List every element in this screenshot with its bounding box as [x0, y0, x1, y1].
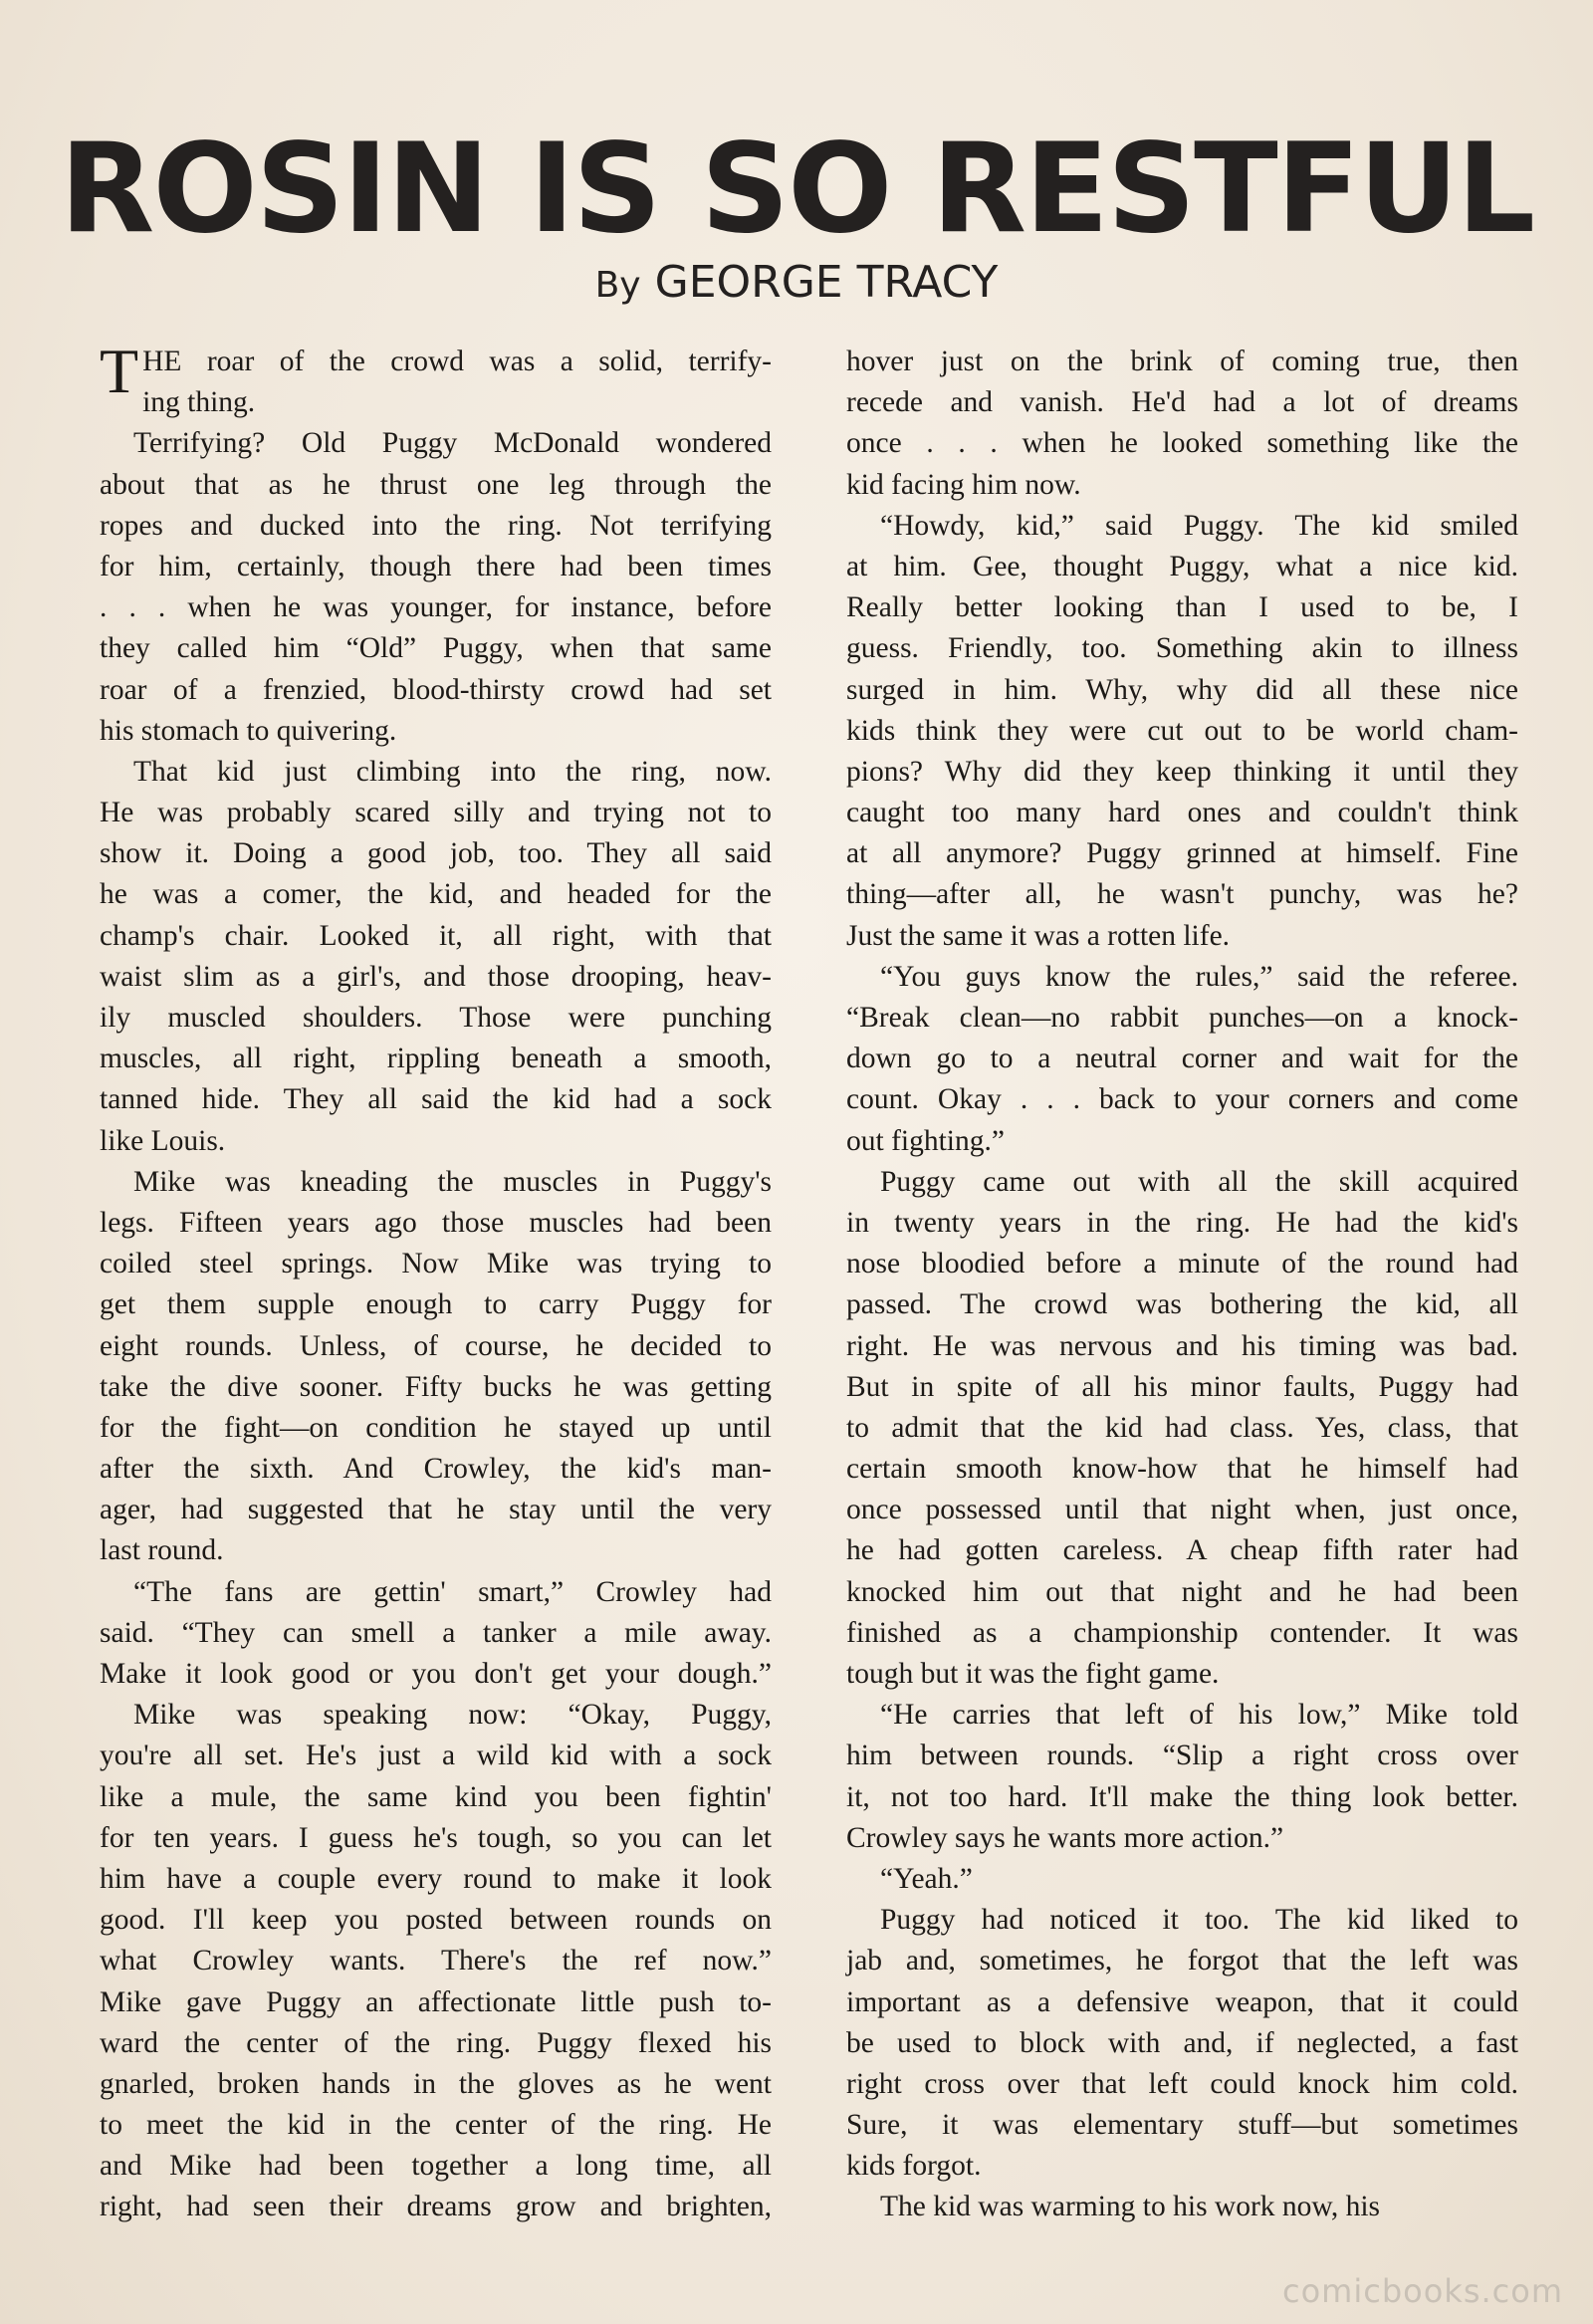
text-line: get them supple enough to carry Puggy for: [100, 1288, 772, 1321]
text-line: thing—after all, he wasn't punchy, was he?: [846, 878, 1518, 911]
text-line: right cross over that left could knock him cold.: [846, 2067, 1518, 2100]
text-line: Mike was kneading the muscles in Puggy's: [133, 1165, 772, 1198]
text-line: it, not too hard. It'll make the thing look better.: [846, 1780, 1518, 1813]
byline: [0, 257, 1593, 308]
text-line: once possessed until that night when, just once,: [846, 1494, 1518, 1526]
text-line: eight rounds. Unless, of course, he decided to: [100, 1329, 772, 1362]
text-line: . . . when he was younger, for instance, before: [100, 591, 772, 624]
left-column-lines: [100, 423, 772, 2227]
text-line: Mike gave Puggy an affectionate little push to-: [100, 1985, 772, 2018]
text-line: But in spite of all his minor faults, Puggy had: [846, 1370, 1518, 1403]
right-column-lines: [846, 342, 1518, 2228]
text-line: to admit that the kid had class. Yes, class, that: [846, 1411, 1518, 1444]
text-line: and Mike had been together a long time, all: [100, 2150, 772, 2183]
text-line: right. He was nervous and his timing was bad.: [846, 1329, 1518, 1362]
text-line: Sure, it was elementary stuff—but sometimes: [846, 2109, 1518, 2142]
text-line: gnarled, broken hands in the gloves as he went: [100, 2067, 772, 2100]
text-line: ward the center of the ring. Puggy flexed his: [100, 2026, 772, 2059]
text-line: muscles, all right, rippling beneath a smooth,: [100, 1043, 772, 1075]
text-line: finished as a championship contender. It was: [846, 1616, 1518, 1649]
text-line: passed. The crowd was bothering the kid, all: [846, 1288, 1518, 1321]
text-line: you're all set. He's just a wild kid with a sock: [100, 1740, 772, 1772]
text-line: Puggy came out with all the skill acquired: [880, 1165, 1518, 1198]
byline-author: GEORGE TRACY: [654, 257, 999, 308]
text-line: count. Okay . . . back to your corners and come: [846, 1083, 1518, 1116]
text-line: “The fans are gettin' smart,” Crowley had: [133, 1575, 772, 1608]
text-line: like a mule, the same kind you been fightin': [100, 1780, 772, 1813]
text-line: take the dive sooner. Fifty bucks he was getting: [100, 1370, 772, 1403]
text-line: important as a defensive weapon, that it could: [846, 1985, 1518, 2018]
story-title: ROSIN IS SO RESTFUL: [59, 117, 1534, 261]
opening-paragraph-start: [100, 336, 772, 423]
text-column-left: [100, 336, 772, 2228]
text-line: roar of a frenzied, blood-thirsty crowd had set: [100, 673, 772, 706]
text-line: hover just on the brink of coming true, then: [846, 346, 1518, 377]
text-line: pions? Why did they keep thinking it until they: [846, 755, 1518, 788]
text-line: ing thing.: [142, 386, 256, 419]
text-line: guess. Friendly, too. Something akin to illness: [846, 632, 1518, 665]
text-line: Puggy had noticed it too. The kid liked to: [880, 1904, 1518, 1937]
text-line: at him. Gee, thought Puggy, what a nice kid.: [846, 550, 1518, 582]
text-line: coiled steel springs. Now Mike was trying to: [100, 1248, 772, 1280]
watermark: comicbooks.com: [1281, 2272, 1563, 2310]
text-line: to meet the kid in the center of the ring. He: [100, 2109, 772, 2142]
text-line: knocked him out that night and he had been: [846, 1575, 1518, 1608]
text-line: they called him “Old” Puggy, when that same: [100, 632, 772, 665]
text-line: kid facing him now.: [846, 468, 1081, 501]
text-line: jab and, sometimes, he forgot that the left was: [846, 1945, 1518, 1977]
text-line: said. “They can smell a tanker a mile away.: [100, 1616, 772, 1649]
text-line: tanned hide. They all said the kid had a sock: [100, 1083, 772, 1116]
text-line: him have a couple every round to make it look: [100, 1862, 772, 1895]
text-line: “Howdy, kid,” said Puggy. The kid smiled: [880, 509, 1518, 542]
text-line: Crowley says he wants more action.”: [846, 1821, 1284, 1854]
text-line: That kid just climbing into the ring, now.: [133, 755, 772, 788]
text-line: be used to block with and, if neglected, a fast: [846, 2026, 1518, 2059]
text-line: surged in him. Why, why did all these nice: [846, 673, 1518, 706]
text-line: at all anymore? Puggy grinned at himself. Fine: [846, 837, 1518, 870]
text-line: certain smooth know-how that he himself had: [846, 1453, 1518, 1486]
text-line: what Crowley wants. There's the ref now.”: [100, 1945, 772, 1977]
text-line: for the fight—on condition he stayed up until: [100, 1411, 772, 1444]
text-line: down go to a neutral corner and wait for the: [846, 1043, 1518, 1075]
text-line: for ten years. I guess he's tough, so you can let: [100, 1821, 772, 1854]
text-line: ropes and ducked into the ring. Not terrifying: [100, 509, 772, 542]
text-line: Just the same it was a rotten life.: [846, 919, 1231, 952]
text-line: kids forgot.: [846, 2150, 982, 2183]
text-line: his stomach to quivering.: [100, 714, 397, 747]
text-line: once . . . when he looked something like the: [846, 427, 1518, 460]
text-line: Make it look good or you don't get your dough.”: [100, 1658, 772, 1690]
text-column-right: [846, 342, 1518, 2228]
text-line: ily muscled shoulders. Those were punching: [100, 1002, 772, 1034]
text-line: in twenty years in the ring. He had the kid's: [846, 1206, 1518, 1239]
text-line: kids think they were cut out to be world cham-: [846, 714, 1518, 747]
text-line: he had gotten careless. A cheap fifth rater had: [846, 1534, 1518, 1567]
byline-by: By: [594, 265, 641, 306]
text-line: for him, certainly, though there had been times: [100, 550, 772, 582]
text-line: “You guys know the rules,” said the referee.: [880, 960, 1518, 993]
text-line: Really better looking than I used to be, I: [846, 591, 1518, 624]
text-line: tough but it was the fight game.: [846, 1658, 1220, 1690]
text-line: Terrifying? Old Puggy McDonald wondered: [133, 427, 772, 460]
text-line: “Yeah.”: [880, 1862, 973, 1895]
text-line: him between rounds. “Slip a right cross over: [846, 1740, 1518, 1772]
text-line: right, had seen their dreams grow and brighten,: [100, 2191, 772, 2223]
text-line: “Break clean—no rabbit punches—on a knock-: [846, 1002, 1518, 1034]
text-line: champ's chair. Looked it, all right, with that: [100, 919, 772, 952]
text-line: waist slim as a girl's, and those drooping, heav-: [100, 960, 772, 993]
text-line: last round.: [100, 1534, 224, 1567]
text-line: show it. Doing a good job, too. They all said: [100, 837, 772, 870]
text-line: after the sixth. And Crowley, the kid's man-: [100, 1453, 772, 1486]
text-line: nose bloodied before a minute of the round had: [846, 1248, 1518, 1280]
text-line: recede and vanish. He'd had a lot of dreams: [846, 386, 1518, 419]
text-line: good. I'll keep you posted between rounds on: [100, 1904, 772, 1937]
text-line: about that as he thrust one leg through the: [100, 468, 772, 501]
drop-cap: T: [100, 336, 139, 406]
text-line: He was probably scared silly and trying not to: [100, 797, 772, 829]
text-line: “He carries that left of his low,” Mike told: [880, 1699, 1518, 1732]
text-line: like Louis.: [100, 1124, 226, 1157]
text-line: caught too many hard ones and couldn't think: [846, 797, 1518, 829]
text-line: The kid was warming to his work now, his: [880, 2191, 1380, 2223]
text-line: ager, had suggested that he stay until the very: [100, 1494, 772, 1526]
text-line: he was a comer, the kid, and headed for the: [100, 878, 772, 911]
text-line: legs. Fifteen years ago those muscles had been: [100, 1206, 772, 1239]
text-line: HE roar of the crowd was a solid, terrify-: [142, 346, 772, 377]
text-line: out fighting.”: [846, 1124, 1005, 1157]
text-line: Mike was speaking now: “Okay, Puggy,: [133, 1699, 772, 1732]
